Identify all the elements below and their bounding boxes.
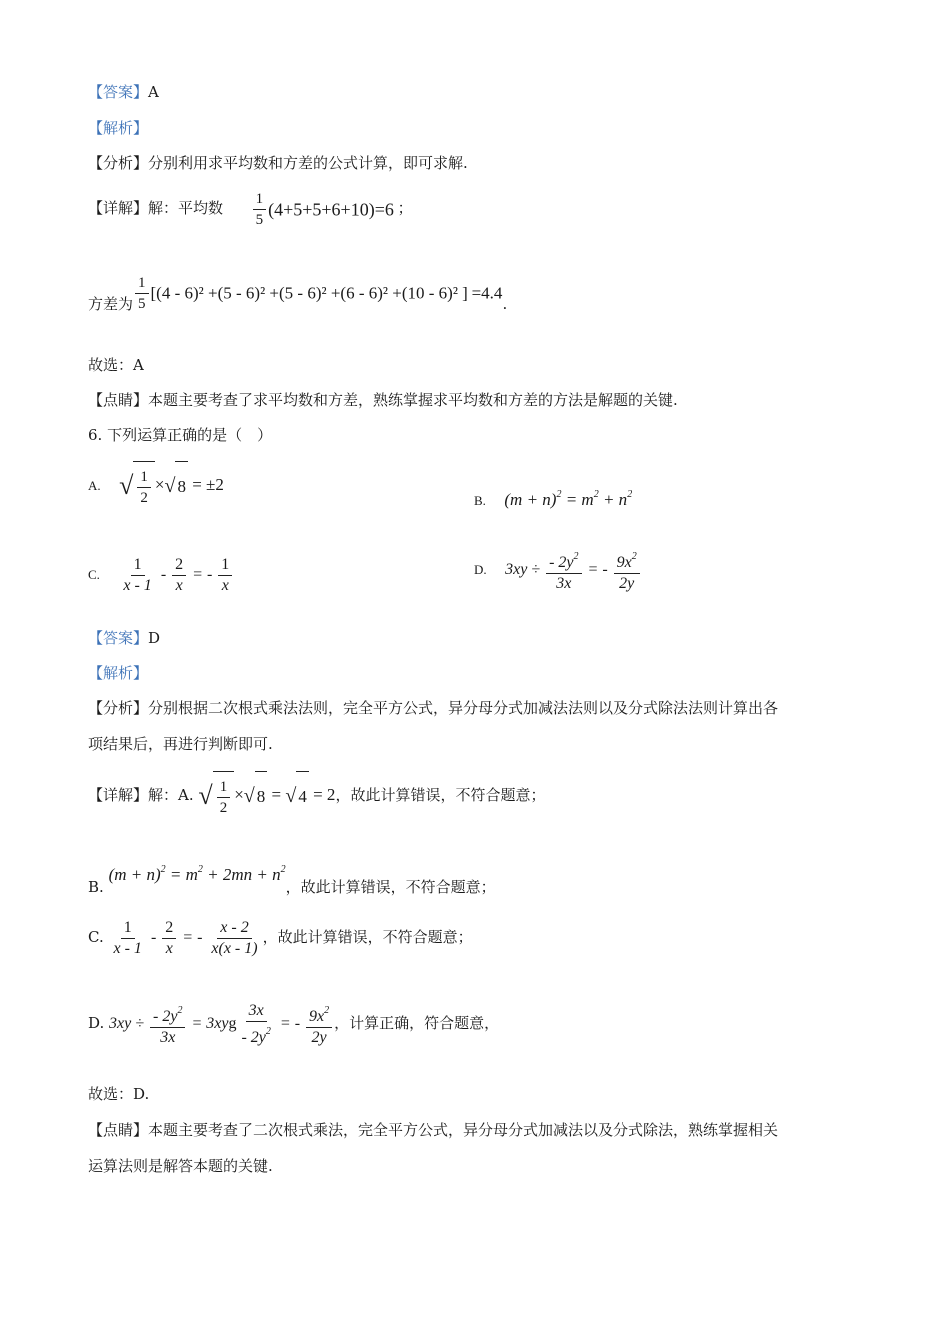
detail-d-line: [88, 995, 499, 1052]
variance-expression: [(4 - 6)² +(5 - 6)² +(5 - 6)² +(6 - 6)² +(10 - 6)² ]: [150, 283, 468, 303]
variance-label: 方差为: [88, 295, 134, 313]
option-b: [474, 475, 632, 515]
detail-a-prefix: 解：A.: [148, 786, 194, 804]
detail-b-prefix: B.: [88, 878, 104, 896]
detail-tag: 【详解】: [88, 199, 149, 217]
q6-answer-tag: 【答案】: [88, 629, 149, 647]
option-d-formula: 3xy ÷ $\frac{- 2y^2}{3x}$ = - $\frac{9x^2}{2y}$: [505, 561, 642, 578]
dianjing-tag: 【点睛】: [88, 391, 149, 409]
q6-dianjing-text1: 本题主要考查了二次根式乘法，完全平方公式，异分母分式加减法以及分式除法，熟练掌握相关: [148, 1121, 779, 1139]
variance-end: .: [502, 295, 508, 313]
option-a-label: A.: [88, 478, 101, 493]
detail-a-line: [88, 770, 545, 822]
detail-a-suffix: ，故此计算错误，不符合题意；: [335, 786, 546, 804]
q6-fenxi-tag: 【分析】: [88, 699, 149, 717]
answer-value: A: [148, 83, 159, 101]
variance-formula: [133, 275, 503, 313]
variance-denominator: 5: [138, 296, 146, 313]
q6-answer-value: D: [148, 629, 161, 647]
q6-analysis-tag: 【解析】: [88, 664, 149, 682]
variance-line: [88, 268, 507, 328]
detail-c-formula: $\frac{1}{x - 1}$ - $\frac{2}{x}$ = - $\frac{x - 2}{x(x - 1)}$: [113, 918, 258, 957]
q5-dianjing-line: [88, 390, 678, 410]
detail-c-prefix: C.: [88, 928, 104, 946]
mean-numerator: 1: [253, 190, 267, 210]
variance-numerator: 1: [135, 274, 149, 294]
mean-end: ；: [397, 199, 413, 217]
q5-choose: 故选：A: [88, 356, 144, 374]
q6-detail-tag: 【详解】: [88, 786, 149, 804]
mean-line: [88, 186, 413, 232]
option-a: [88, 460, 224, 510]
answer-line: [88, 82, 159, 102]
detail-b-suffix: ，故此计算错误，不符合题意；: [285, 878, 496, 896]
q6-fenxi-line1: [88, 698, 778, 718]
q6-dianjing-tag: 【点睛】: [88, 1121, 149, 1139]
q6-question: 6. 下列运算正确的是（ ）: [88, 426, 273, 444]
dianjing-text: 本题主要考查了求平均数和方差，熟练掌握求平均数和方差的方法是解题的关键.: [148, 391, 678, 409]
fenxi-text: 分别利用求平均数和方差的公式计算，即可求解.: [148, 154, 468, 172]
detail-d-prefix: D.: [88, 1014, 105, 1032]
detail-b-line: [88, 852, 496, 905]
answer-tag: 【答案】: [88, 83, 149, 101]
q6-dianjing-line1: [88, 1120, 778, 1140]
detail-a-formula: √ $\frac{1}{2}$ × √ 8 = √ 4 = 2: [198, 785, 335, 804]
mean-formula: [251, 191, 398, 229]
fenxi-line: [88, 153, 468, 173]
detail-c-suffix: ，故此计算错误，不符合题意；: [262, 928, 473, 946]
mean-expression: (4+5+5+6+10)=6: [268, 199, 394, 220]
detail-d-formula: 3xy ÷ $\frac{- 2y^2}{3x}$ = 3xyg $\frac{3x}{- 2y^2}$ = - $\frac{9x^2}{2y}$: [109, 1015, 334, 1032]
option-b-label: B.: [474, 493, 486, 508]
option-d-label: D.: [474, 562, 487, 577]
option-c-label: C.: [88, 567, 100, 582]
detail-c-line: [88, 910, 473, 965]
mean-denominator: 5: [255, 212, 264, 229]
option-b-formula: $(m + n)^2 = m^2 + n^2$: [504, 489, 633, 509]
analysis-tag: 【解析】: [88, 119, 149, 137]
q6-dianjing-line2: 运算法则是解答本题的关键.: [88, 1157, 273, 1175]
fenxi-tag: 【分析】: [88, 154, 149, 172]
q6-fenxi-line2: 项结果后，再进行判断即可.: [88, 735, 273, 753]
q6-answer-line: [88, 628, 160, 648]
detail-d-suffix: ，计算正确，符合题意，: [334, 1014, 500, 1032]
option-d: [474, 543, 642, 597]
variance-result: =4.4: [471, 283, 503, 303]
detail-intro: 解：平均数: [148, 199, 224, 217]
option-a-formula: √ $\frac{1}{2}$ × √ 8 = ±2: [119, 475, 224, 494]
detail-b-formula: $(m + n)^2 = m^2 + 2mn + n^2$: [108, 864, 286, 884]
q6-choose: 故选：D.: [88, 1085, 150, 1103]
option-c-formula: $\frac{1}{x - 1}$ - $\frac{2}{x}$ = - $\frac{1}{x}$: [118, 566, 234, 583]
q6-fenxi-text1: 分别根据二次根式乘法法则，完全平方公式，异分母分式加减法法则以及分式除法法则计算出各: [148, 699, 779, 717]
option-c: [88, 548, 234, 602]
